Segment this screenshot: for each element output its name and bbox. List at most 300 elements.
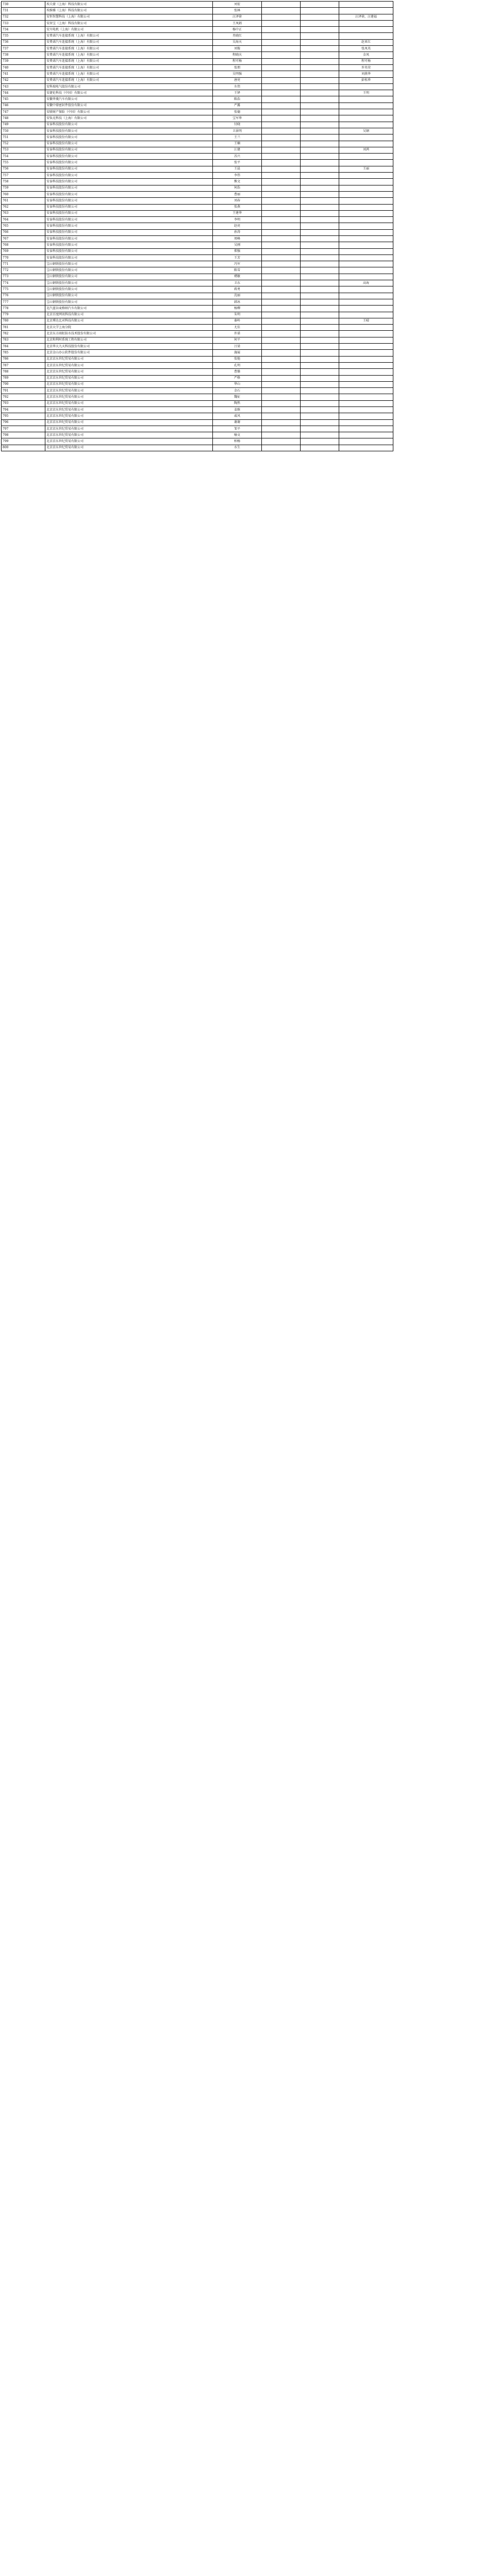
table-cell: 北京京东世纪贸易有限公司 — [45, 438, 213, 445]
table-cell — [339, 407, 393, 413]
table-cell: 杨柳 — [213, 306, 262, 312]
table-cell — [301, 27, 339, 33]
table-cell — [301, 166, 339, 172]
table-cell: 781 — [2, 325, 45, 331]
table-cell: 742 — [2, 77, 45, 83]
table-cell: 魏征 — [213, 394, 262, 400]
table-row — [2, 14, 393, 20]
table-row — [2, 77, 393, 83]
table-cell — [301, 71, 339, 77]
table-cell — [339, 369, 393, 375]
table-cell — [339, 185, 393, 191]
table-cell — [262, 128, 301, 134]
table-cell — [339, 312, 393, 318]
table-cell — [262, 173, 301, 179]
table-cell — [262, 229, 301, 235]
table-row — [2, 286, 393, 293]
table-cell — [301, 242, 339, 248]
table-cell: 刘俊 — [213, 46, 262, 52]
table-cell: 782 — [2, 331, 45, 337]
table-cell: 程可杨 — [339, 58, 393, 64]
table-cell: 张弛 — [213, 356, 262, 362]
table-cell: 卫东 — [213, 280, 262, 286]
table-cell — [301, 331, 339, 337]
table-cell — [339, 109, 393, 115]
table-cell — [301, 185, 339, 191]
table-row — [2, 407, 393, 413]
table-cell — [262, 438, 301, 445]
table-cell: 程晓庆 — [213, 52, 262, 58]
table-cell — [339, 299, 393, 305]
table-cell: 安泰科技股份有限公司 — [45, 210, 213, 216]
table-cell: 郑强 — [213, 248, 262, 255]
table-cell — [262, 432, 301, 438]
table-cell: 745 — [2, 96, 45, 103]
table-cell: 宝军华 — [213, 115, 262, 122]
table-cell: 张朋 — [213, 64, 262, 71]
table-cell — [262, 160, 301, 166]
table-cell — [262, 217, 301, 223]
table-cell — [339, 33, 393, 39]
table-cell: 764 — [2, 217, 45, 223]
table-row — [2, 362, 393, 368]
table-cell — [262, 400, 301, 406]
table-cell — [301, 90, 339, 96]
table-cell — [262, 179, 301, 185]
table-row — [2, 356, 393, 362]
table-cell: 北京京东世纪贸易有限公司 — [45, 419, 213, 426]
table-cell — [339, 96, 393, 103]
table-cell: 刘燕华 — [339, 71, 393, 77]
table-cell: 753 — [2, 147, 45, 153]
table-cell — [301, 426, 339, 432]
table-cell — [262, 14, 301, 20]
table-cell: 747 — [2, 109, 45, 115]
table-row — [2, 229, 393, 235]
table-cell: 华山 — [213, 381, 262, 387]
table-cell — [339, 426, 393, 432]
table-cell — [339, 325, 393, 331]
table-cell: 757 — [2, 173, 45, 179]
table-cell — [262, 39, 301, 45]
table-cell — [262, 20, 301, 26]
table-cell: 796 — [2, 419, 45, 426]
table-row — [2, 394, 393, 400]
table-cell — [301, 147, 339, 153]
table-cell: 安联财产保险（中国）有限公司 — [45, 109, 213, 115]
table-cell — [339, 438, 393, 445]
table-cell: 安费诺汽车连接系统（上海）有限公司 — [45, 33, 213, 39]
table-cell — [262, 426, 301, 432]
table-cell — [339, 235, 393, 242]
table-cell — [262, 350, 301, 356]
table-row — [2, 122, 393, 128]
table-cell: 791 — [2, 388, 45, 394]
table-cell — [262, 141, 301, 147]
table-cell — [301, 191, 339, 197]
table-cell: 安费诺汽车连接系统（上海）有限公司 — [45, 58, 213, 64]
table-row — [2, 198, 393, 204]
table-cell — [262, 134, 301, 141]
table-cell — [301, 52, 339, 58]
table-row — [2, 90, 393, 96]
table-cell — [301, 413, 339, 419]
table-row — [2, 191, 393, 197]
table-cell: 安泰科技股份有限公司 — [45, 160, 213, 166]
table-cell: 尤佳 — [213, 325, 262, 331]
table-cell: 周峰 — [213, 235, 262, 242]
table-cell — [262, 8, 301, 14]
table-cell: 794 — [2, 407, 45, 413]
table-cell — [301, 64, 339, 71]
table-cell: 760 — [2, 191, 45, 197]
table-row — [2, 267, 393, 274]
table-cell — [339, 350, 393, 356]
table-cell: 苏兴 — [213, 154, 262, 160]
table-cell — [339, 337, 393, 343]
table-cell — [339, 27, 393, 33]
table-cell — [339, 217, 393, 223]
table-cell: 750 — [2, 128, 45, 134]
table-cell — [339, 198, 393, 204]
table-cell: 731 — [2, 8, 45, 14]
table-cell: 安泰科技股份有限公司 — [45, 128, 213, 134]
table-cell: 陶然 — [213, 400, 262, 406]
table-row — [2, 235, 393, 242]
table-cell: 张凤英 — [339, 46, 393, 52]
table-cell: 北京和利时系统工程有限公司 — [45, 337, 213, 343]
table-cell — [339, 375, 393, 381]
table-cell: 柏杨 — [213, 438, 262, 445]
table-cell: 吴刚 — [213, 242, 262, 248]
table-cell: 安泰科技股份有限公司 — [45, 134, 213, 141]
table-cell — [339, 141, 393, 147]
table-cell: 783 — [2, 337, 45, 343]
table-cell: 安徽中鼎密封件股份有限公司 — [45, 103, 213, 109]
table-cell: 王兰 — [213, 134, 262, 141]
table-cell: 安费诺汽车连接系统（上海）有限公司 — [45, 39, 213, 45]
table-row — [2, 160, 393, 166]
table-cell — [262, 407, 301, 413]
table-cell: 彭桂珍 — [339, 77, 393, 83]
table-cell: 王晴 — [339, 318, 393, 324]
table-cell — [262, 286, 301, 293]
table-cell — [339, 261, 393, 267]
table-cell — [301, 356, 339, 362]
table-cell: 陈浩 — [213, 96, 262, 103]
table-cell: 安费诺汽车连接系统（上海）有限公司 — [45, 52, 213, 58]
table-row — [2, 204, 393, 210]
table-cell — [262, 235, 301, 242]
table-cell — [301, 235, 339, 242]
table-cell — [262, 223, 301, 229]
table-cell — [301, 432, 339, 438]
table-cell — [301, 154, 339, 160]
table-cell: 738 — [2, 52, 45, 58]
table-cell: 姜维 — [213, 407, 262, 413]
table-cell: 安泰科技股份有限公司 — [45, 141, 213, 147]
table-cell: 767 — [2, 235, 45, 242]
table-cell: 793 — [2, 400, 45, 406]
table-cell: 安泰科技股份有限公司 — [45, 255, 213, 261]
table-cell — [339, 191, 393, 197]
table-cell — [262, 83, 301, 90]
table-cell: 宝山钢铁股份有限公司 — [45, 299, 213, 305]
table-cell — [262, 109, 301, 115]
table-cell: 宝山钢铁股份有限公司 — [45, 293, 213, 299]
table-cell — [339, 248, 393, 255]
table-cell — [301, 318, 339, 324]
table-cell — [301, 122, 339, 128]
table-cell — [339, 432, 393, 438]
table-cell: 北京京东世纪贸易有限公司 — [45, 369, 213, 375]
table-cell — [301, 160, 339, 166]
table-row — [2, 52, 393, 58]
table-cell: 安泰科技股份有限公司 — [45, 154, 213, 160]
table-cell — [339, 154, 393, 160]
table-cell: 曹操 — [213, 369, 262, 375]
table-cell — [301, 109, 339, 115]
table-cell: 758 — [2, 179, 45, 185]
table-row — [2, 20, 393, 26]
table-cell — [262, 375, 301, 381]
table-cell: 772 — [2, 267, 45, 274]
table-cell: 唐亮 — [213, 77, 262, 83]
table-cell — [262, 71, 301, 77]
table-cell: 北京京东世纪贸易有限公司 — [45, 394, 213, 400]
table-cell: 775 — [2, 286, 45, 293]
data-table — [1, 1, 393, 451]
table-cell: 左伟 — [213, 83, 262, 90]
table-cell — [301, 33, 339, 39]
table-cell: 746 — [2, 103, 45, 109]
table-cell: 安泰科技股份有限公司 — [45, 248, 213, 255]
table-row — [2, 438, 393, 445]
table-cell: 752 — [2, 141, 45, 147]
table-cell: 褚敏 — [213, 274, 262, 280]
table-cell: 安费诺汽车连接系统（上海）有限公司 — [45, 77, 213, 83]
table-cell — [262, 267, 301, 274]
table-cell — [301, 325, 339, 331]
table-row — [2, 210, 393, 216]
table-cell: 李伟 — [213, 173, 262, 179]
table-cell: 张林 — [213, 8, 262, 14]
table-row — [2, 419, 393, 426]
table-cell: 严露 — [213, 103, 262, 109]
table-row — [2, 426, 393, 432]
table-cell: 吴钢 — [339, 128, 393, 134]
table-cell: 许英荣 — [339, 64, 393, 71]
table-cell: 付晓 — [213, 122, 262, 128]
table-cell: 宝山钢铁股份有限公司 — [45, 280, 213, 286]
table-cell — [339, 115, 393, 122]
table-cell: 771 — [2, 261, 45, 267]
table-cell — [301, 381, 339, 387]
table-cell: 740 — [2, 64, 45, 71]
table-cell: 安恒智慧科技（上海）有限公司 — [45, 14, 213, 20]
table-cell — [301, 248, 339, 255]
table-cell — [301, 96, 339, 103]
table-cell: 宝山钢铁股份有限公司 — [45, 274, 213, 280]
table-cell: 秦岭 — [213, 318, 262, 324]
table-cell — [262, 261, 301, 267]
table-cell: 北京京东世纪贸易有限公司 — [45, 388, 213, 394]
table-cell: 蒋勇 — [213, 286, 262, 293]
table-cell — [262, 362, 301, 368]
table-cell: 800 — [2, 445, 45, 451]
table-cell: 金石 — [213, 388, 262, 394]
table-cell: 朱明 — [213, 312, 262, 318]
table-row — [2, 64, 393, 71]
table-row — [2, 299, 393, 305]
table-cell: 赵亚红 — [339, 39, 393, 45]
table-row — [2, 381, 393, 387]
table-row — [2, 344, 393, 350]
table-cell: 安泰科技股份有限公司 — [45, 122, 213, 128]
table-row — [2, 33, 393, 39]
table-cell: 埃维雅（上海）科技有限公司 — [45, 8, 213, 14]
table-cell: 735 — [2, 33, 45, 39]
table-cell: 水生 — [213, 445, 262, 451]
table-cell: 冯军 — [213, 261, 262, 267]
table-cell — [262, 356, 301, 362]
table-row — [2, 248, 393, 255]
table-cell: 762 — [2, 204, 45, 210]
table-cell — [301, 103, 339, 109]
table-cell: 安泰科技股份有限公司 — [45, 173, 213, 179]
table-cell: 安费诺汽车连接系统（上海）有限公司 — [45, 46, 213, 52]
table-cell: 孔明 — [213, 362, 262, 368]
table-cell: 江建 — [213, 147, 262, 153]
table-cell — [339, 103, 393, 109]
table-cell — [301, 128, 339, 134]
table-body — [2, 2, 393, 451]
table-cell: 安捷伦科技（中国）有限公司 — [45, 90, 213, 96]
table-cell: 787 — [2, 362, 45, 368]
table-cell — [339, 83, 393, 90]
table-row — [2, 375, 393, 381]
table-cell — [339, 255, 393, 261]
table-cell: 安费诺汽车连接系统（上海）有限公司 — [45, 64, 213, 71]
table-cell: 金凤 — [339, 52, 393, 58]
table-cell: 733 — [2, 20, 45, 26]
table-cell — [301, 306, 339, 312]
table-cell — [339, 356, 393, 362]
table-cell — [301, 407, 339, 413]
table-cell: 吕梁 — [213, 344, 262, 350]
table-cell: 北京京东世纪贸易有限公司 — [45, 375, 213, 381]
table-cell — [339, 400, 393, 406]
table-row — [2, 147, 393, 153]
table-cell — [262, 299, 301, 305]
table-cell: 安泰科技股份有限公司 — [45, 242, 213, 248]
table-cell: 736 — [2, 39, 45, 45]
table-cell: 766 — [2, 229, 45, 235]
table-cell — [262, 46, 301, 52]
table-cell — [301, 419, 339, 426]
table-row — [2, 134, 393, 141]
table-row — [2, 280, 393, 286]
table-cell: 786 — [2, 356, 45, 362]
table-cell — [301, 2, 339, 8]
table-cell: 张燕 — [213, 204, 262, 210]
table-cell — [301, 77, 339, 83]
table-row — [2, 274, 393, 280]
table-cell: 何平 — [213, 337, 262, 343]
table-cell — [262, 191, 301, 197]
table-cell — [262, 210, 301, 216]
table-cell: 宝山钢铁股份有限公司 — [45, 286, 213, 293]
table-cell — [262, 325, 301, 331]
table-cell: 769 — [2, 248, 45, 255]
table-cell: 北京京东世纪贸易有限公司 — [45, 432, 213, 438]
table-cell — [262, 318, 301, 324]
table-cell — [301, 394, 339, 400]
table-cell: 安徽华菱汽车有限公司 — [45, 96, 213, 103]
table-cell: 778 — [2, 306, 45, 312]
table-cell: 741 — [2, 71, 45, 77]
table-row — [2, 331, 393, 337]
table-cell — [339, 267, 393, 274]
table-cell — [262, 242, 301, 248]
table-cell — [339, 274, 393, 280]
table-cell: 739 — [2, 58, 45, 64]
table-cell — [262, 204, 301, 210]
table-cell — [301, 337, 339, 343]
table-cell: 戚风 — [213, 413, 262, 419]
table-cell: 杨中正 — [213, 27, 262, 33]
table-cell — [262, 147, 301, 153]
table-cell: 韩冰 — [213, 299, 262, 305]
table-cell — [262, 394, 301, 400]
table-cell: 邹平 — [213, 426, 262, 432]
table-cell — [339, 2, 393, 8]
table-cell: 765 — [2, 223, 45, 229]
table-cell: 780 — [2, 318, 45, 324]
table-cell: 743 — [2, 83, 45, 90]
table-row — [2, 71, 393, 77]
table-cell — [301, 179, 339, 185]
table-cell: 卫景明 — [213, 128, 262, 134]
table-cell: 770 — [2, 255, 45, 261]
table-cell — [262, 52, 301, 58]
table-row — [2, 318, 393, 324]
table-cell — [301, 344, 339, 350]
table-cell — [339, 210, 393, 216]
table-cell: 北京京东世纪贸易有限公司 — [45, 413, 213, 419]
table-cell: 730 — [2, 2, 45, 8]
table-cell: 何浩 — [213, 185, 262, 191]
table-row — [2, 350, 393, 356]
table-cell — [301, 293, 339, 299]
table-row — [2, 141, 393, 147]
table-cell: 曹丽 — [213, 191, 262, 197]
table-cell: 安泰科技股份有限公司 — [45, 191, 213, 197]
table-row — [2, 179, 393, 185]
table-cell: 喻文 — [213, 432, 262, 438]
table-row — [2, 154, 393, 160]
table-cell — [339, 381, 393, 387]
table-cell — [339, 204, 393, 210]
table-row — [2, 337, 393, 343]
table-cell: 安泰科技股份有限公司 — [45, 217, 213, 223]
table-cell: 安泰科技股份有限公司 — [45, 229, 213, 235]
table-cell: 北京华大九天科技股份有限公司 — [45, 344, 213, 350]
table-cell — [301, 312, 339, 318]
table-cell: 肖晓红 — [213, 33, 262, 39]
table-row — [2, 242, 393, 248]
table-cell: 许诺 — [213, 331, 262, 337]
